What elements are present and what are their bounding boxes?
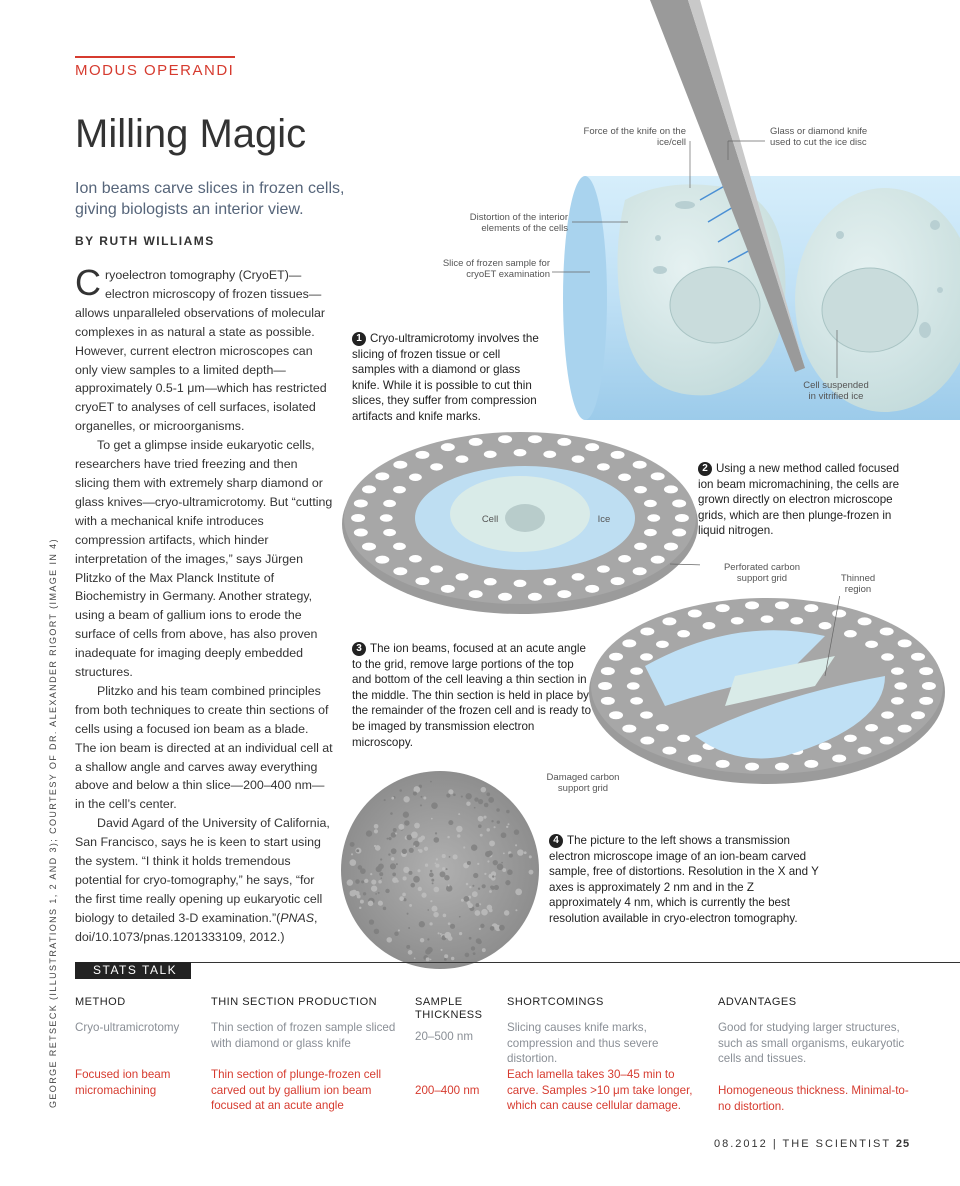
label-grid: Perforated carbon support grid [723, 562, 801, 584]
step-2 [698, 461, 908, 539]
step-4-text: The picture to the left shows a transmission electron microscope image of an ion-beam carved sample, free of distortions. Resolution in the X and Y axes is approximately 2 nm and in the Z approximately 4 nm, which is currently the best resolution available in cryo-electron tomography. [549, 834, 819, 925]
drop-cap: C [75, 262, 101, 303]
step-3-number: 3 [352, 642, 366, 656]
illustration-grid [340, 432, 700, 622]
header-thickness: SAMPLE THICKNESS [415, 996, 483, 1021]
image-credit: GEORGE RETSECK (ILLUSTRATIONS 1, 2 AND 3); COURTESY OF DR. ALEXANDER RIGORT (IMAGE IN 4) [48, 538, 58, 1108]
paragraph-4 [75, 814, 333, 946]
label-damaged: Damaged carbon support grid [546, 772, 620, 794]
footer-magazine: THE SCIENTIST [782, 1138, 891, 1150]
step-4 [549, 833, 819, 927]
row2-production: Thin section of plunge-frozen cell carved out by gallium ion beam focused at an acute angle [211, 1068, 382, 1113]
article-title: Milling Magic [75, 112, 307, 156]
article-body [75, 262, 333, 947]
header-method: METHOD [75, 996, 126, 1008]
label-slice: Slice of frozen sample for cryoET examination [442, 258, 550, 280]
cylinder-end [563, 176, 607, 420]
nucleus-right [822, 268, 918, 352]
label-cell-ice: Cell suspended in vitrified ice [803, 380, 869, 402]
label-knife: Glass or diamond knife used to cut the ice disc [770, 126, 868, 148]
section-label: MODUS OPERANDI [75, 62, 235, 79]
label-cell: Cell [481, 514, 499, 525]
step-3-text: The ion beams, focused at an acute angle to the grid, remove large portions of the top and bottom of the cell leaving a thin section in the middle. The thin section is held in place by the remainder of the frozen cell and is ready to be imaged by transmission electron microscopy. [352, 642, 592, 749]
row1-method: Cryo-ultramicrotomy [75, 1021, 180, 1034]
row2-shortcomings: Each lamella takes 30–45 min to carve. Samples >10 μm take longer, which can cause cellular damage. [507, 1068, 693, 1113]
header-production: THIN SECTION PRODUCTION [211, 996, 378, 1008]
article-subtitle: Ion beams carve slices in frozen cells, giving biologists an interior view. [75, 180, 345, 218]
stats-tag: STATS TALK [75, 962, 191, 979]
row1-thickness: 20–500 nm [415, 1030, 474, 1043]
page-footer [714, 1138, 910, 1150]
row1-advantages: Good for studying larger structures, such as small organisms, eukaryotic cells and tissues. [718, 1021, 905, 1066]
row2-thickness: 200–400 nm [415, 1084, 480, 1097]
page-number: 25 [895, 1138, 911, 1150]
label-distortion: Distortion of the interior elements of the cells [469, 212, 568, 234]
nucleus-left [670, 267, 760, 343]
paragraph-4-text: David Agard of the University of California, San Francisco, says he is keen to start using the system. “I think it holds tremendous potential for cryo-tomography,” he says, “for the first time really opening up eukaryotic cell biology to detailed 3-D examination.”( [75, 816, 330, 925]
row1-production: Thin section of frozen sample sliced with diamond or glass knife [211, 1021, 396, 1050]
header-advantages: ADVANTAGES [718, 996, 797, 1008]
header-shortcomings: SHORTCOMINGS [507, 996, 604, 1008]
byline: BY RUTH WILLIAMS [75, 234, 215, 248]
step-1-text: Cryo-ultramicrotomy involves the slicing of frozen tissue or cell samples with a diamond or glass knife. While it is possible to cut thin slices, they suffer from compression artifacts and knife marks. [352, 332, 539, 423]
row2-advantages: Homogeneous thickness. Minimal-to-no distortion. [718, 1084, 909, 1113]
step-2-number: 2 [698, 462, 712, 476]
row1-shortcomings: Slicing causes knife marks, compression and thus severe distortion. [507, 1021, 659, 1066]
stats-rule [75, 962, 960, 963]
label-ice: Ice [597, 514, 611, 525]
cell-nucleus [505, 504, 545, 532]
step-1 [352, 331, 544, 425]
journal-name: PNAS [280, 910, 314, 925]
step-4-number: 4 [549, 834, 563, 848]
footer-separator: | [772, 1138, 778, 1150]
footer-date: 08.2012 [714, 1138, 768, 1150]
paragraph-2: To get a glimpse inside eukaryotic cells, researchers have tried freezing and then slicing them with extremely sharp diamond or glass knives—cryo-ultramicrotomy. But “cutting with a mechanical knife introduces compression artifacts, which hinder interpretation of the images,” says Jürgen Plitzko of the Max Planck Institute of Biochemistry in Germany. Another strategy, using a beam of gallium ions to erode the surface of cells from above, has also proven inadequate for imaging deeply embedded structures. [75, 438, 333, 680]
tem-image [340, 770, 540, 970]
row2-method: Focused ion beam micromachining [75, 1068, 171, 1097]
label-force: Force of the knife on the ice/cell [583, 126, 686, 148]
step-1-number: 1 [352, 332, 366, 346]
paragraph-1 [75, 262, 333, 436]
label-thinned: Thinned region [840, 573, 876, 595]
paragraph-3: Plitzko and his team combined principles from both techniques to create thin sections of cells using a focused ion beam as a blade. The ion beam is directed at an individual cell at a shallow angle and carves away everything above and below a thin slice—200–400 nm—in the cell’s center. [75, 683, 333, 812]
step-2-text: Using a new method called focused ion beam micromachining, the cells are grown directly on electron microscope grids, which are then plunge-frozen in liquid nitrogen. [698, 462, 900, 538]
section-rule [75, 56, 235, 58]
citation-end: , doi/10.1073/pnas.1201333109, 2012.) [75, 910, 318, 944]
step-3 [352, 641, 594, 750]
paragraph-1-text: ryoelectron tomography (CryoET)—electron microscopy of frozen tissues—allows unparalleled observations of molecular complexes in as natural a state as possible. However, current electron microscopes can only view samples to a limited depth—approximately 0.5-1 μm—which has restricted cryoET to analyses of cell surfaces, isolated organelles, or microorganisms. [75, 268, 327, 434]
illustration-milled-grid [585, 596, 955, 796]
